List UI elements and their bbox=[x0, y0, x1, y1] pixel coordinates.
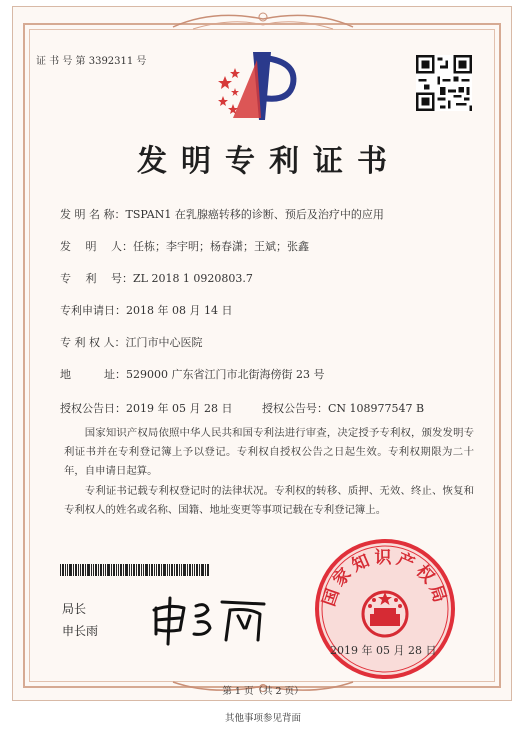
field-label: 专利申请日： bbox=[60, 304, 126, 317]
field-label: 专 利 号： bbox=[60, 272, 133, 285]
paragraph-grant-statement: 国家知识产权局依照中华人民共和国专利法进行审查，决定授予专利权，颁发发明专利证书并在专利登记簿上予以登记。专利权自授权公告之日起生效。专利权期限为二十年，自申请日起算。 bbox=[64, 427, 474, 477]
patent-office-logo-icon bbox=[213, 48, 303, 124]
field-grant-date bbox=[60, 400, 232, 416]
signer-title: 局长 bbox=[62, 602, 87, 616]
qr-code bbox=[416, 55, 472, 111]
field-grant-number bbox=[262, 400, 424, 416]
document-title: 发明专利证书 bbox=[137, 144, 401, 179]
seal-date: 2019 年 05 月 28 日 bbox=[330, 644, 437, 657]
field-label: 地 址： bbox=[60, 368, 126, 381]
page-indicator: 第 1 页（共 2 页） bbox=[222, 686, 304, 697]
official-seal bbox=[310, 534, 460, 684]
field-label: 授权公告日： bbox=[60, 402, 126, 415]
field-label: 发 明 人： bbox=[60, 240, 133, 253]
field-application-date bbox=[60, 302, 232, 318]
signature-image bbox=[150, 594, 270, 646]
field-patentee bbox=[60, 334, 203, 350]
field-value: 2019 年 05 月 28 日 bbox=[126, 402, 233, 415]
field-value: ZL 2018 1 0920803.7 bbox=[133, 272, 253, 285]
field-address bbox=[60, 366, 324, 382]
signer-name: 申长雨 bbox=[62, 624, 99, 638]
paragraph-legal-status: 专利证书记载专利权登记时的法律状况。专利权的转移、质押、无效、终止、恢复和专利权人的姓名或名称、国籍、地址变更等事项记载在专利登记簿上。 bbox=[64, 485, 474, 516]
field-value: TSPAN1 在乳腺癌转移的诊断、预后及治疗中的应用 bbox=[125, 208, 384, 221]
top-ornament bbox=[163, 7, 363, 33]
field-patent-number bbox=[60, 270, 253, 286]
field-value: 任栋；李宇明；杨春潇；王斌；张鑫 bbox=[133, 240, 309, 253]
field-value: 529000 广东省江门市北街海傍街 23 号 bbox=[126, 368, 325, 381]
field-value: CN 108977547 B bbox=[328, 402, 425, 415]
barcode bbox=[60, 564, 210, 576]
field-invention-name bbox=[60, 206, 384, 222]
field-inventors bbox=[60, 238, 309, 254]
field-value: 江门市中心医院 bbox=[125, 336, 203, 349]
field-label: 发 明 名 称： bbox=[60, 208, 126, 221]
field-label: 专 利 权 人： bbox=[60, 336, 126, 349]
field-label: 授权公告号： bbox=[262, 402, 328, 415]
footer-note: 其他事项参见背面 bbox=[224, 713, 301, 724]
seal-text: 国家知识产权局 bbox=[319, 548, 451, 609]
field-value: 2018 年 08 月 14 日 bbox=[126, 304, 233, 317]
certificate-number: 证 书 号 第 3392311 号 bbox=[36, 56, 147, 67]
